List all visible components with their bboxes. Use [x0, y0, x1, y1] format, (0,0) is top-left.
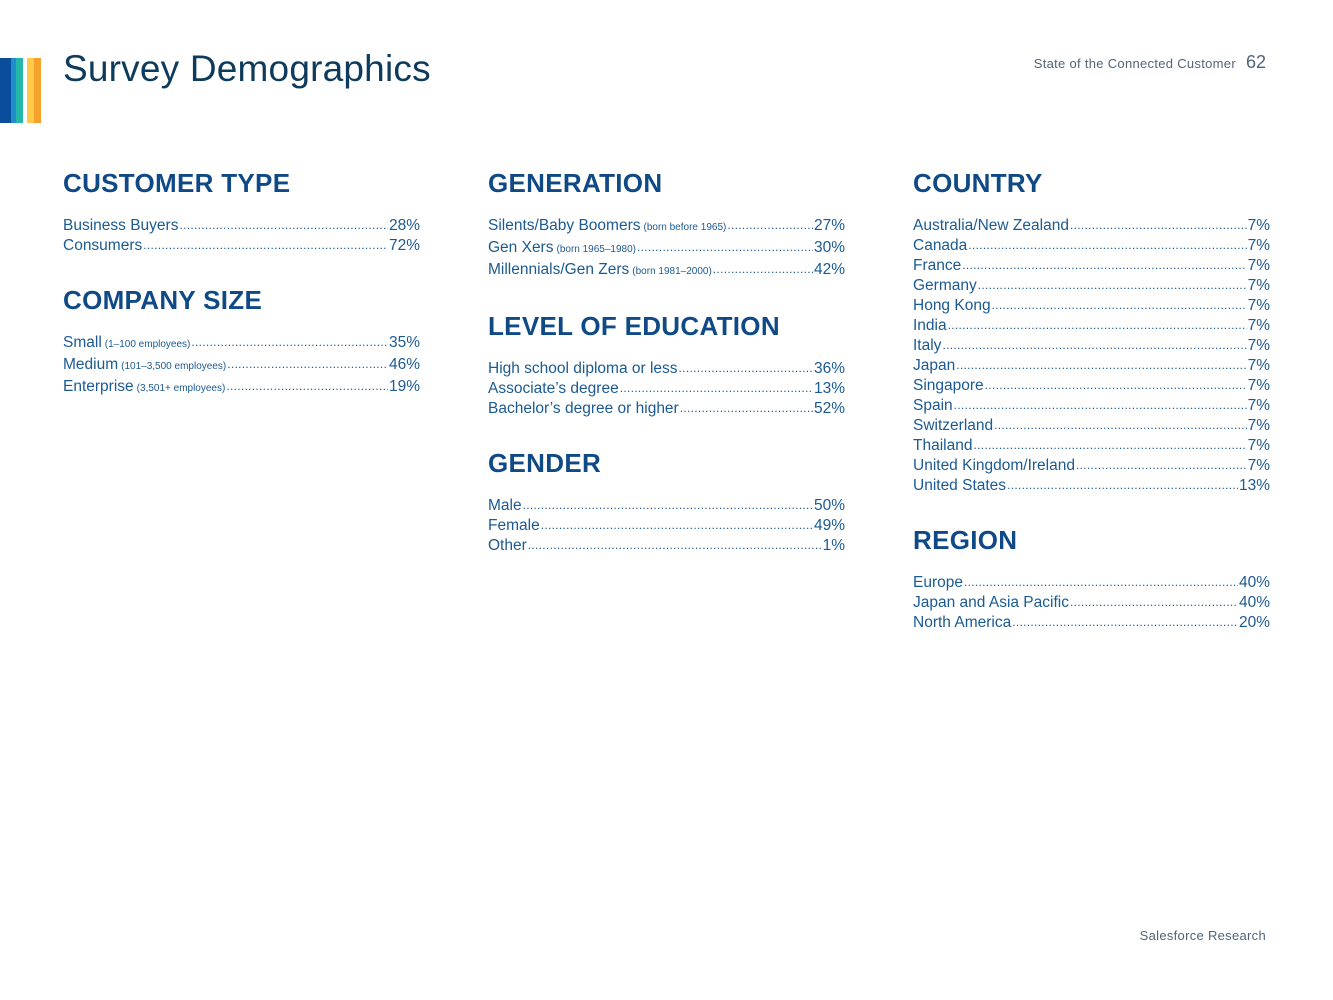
stat-row — [488, 260, 845, 282]
stat-label: France — [913, 257, 962, 274]
region-section — [913, 523, 1270, 633]
stat-value: 7% — [1247, 397, 1270, 414]
page-number: 62 — [1245, 52, 1266, 72]
stat-row — [913, 396, 1270, 416]
stat-label: Europe — [913, 574, 963, 591]
gender-section — [488, 446, 845, 556]
stat-label: Australia/New Zealand — [913, 217, 1069, 234]
stat-value: 36% — [813, 360, 845, 377]
dot-leader — [1012, 612, 1238, 632]
dot-leader — [227, 354, 388, 374]
stat-label: United Kingdom/Ireland — [913, 457, 1075, 474]
dot-leader — [973, 435, 1246, 455]
stat-label: Canada — [913, 237, 968, 254]
dot-leader — [528, 535, 822, 555]
stat-note: (101–3,500 employees) — [121, 361, 227, 372]
stat-value: 28% — [388, 217, 420, 234]
stat-row — [913, 436, 1270, 456]
stat-row — [488, 536, 845, 556]
dot-leader — [179, 215, 388, 235]
stat-label: Japan and Asia Pacific — [913, 594, 1069, 611]
stat-row — [913, 476, 1270, 496]
stat-label: Japan — [913, 357, 956, 374]
dot-leader — [226, 376, 388, 396]
stat-value: 20% — [1238, 614, 1270, 631]
stat-value: 7% — [1247, 257, 1270, 274]
dot-leader — [968, 235, 1246, 255]
stat-label: Male — [488, 497, 522, 514]
stat-row — [488, 379, 845, 399]
report-header — [1034, 52, 1266, 73]
stat-note: (3,501+ employees) — [136, 383, 226, 394]
dot-leader — [1007, 475, 1238, 495]
stat-value: 7% — [1247, 317, 1270, 334]
stat-value: 46% — [388, 356, 420, 373]
dot-leader — [191, 332, 388, 352]
accent-stripe — [16, 58, 23, 123]
accent-stripe — [34, 58, 41, 123]
stat-row — [488, 399, 845, 419]
stat-row — [913, 613, 1270, 633]
dot-leader — [1070, 215, 1247, 235]
stat-value: 35% — [388, 334, 420, 351]
dot-leader — [1070, 592, 1238, 612]
stat-row — [913, 376, 1270, 396]
report-name: State of the Connected Customer — [1033, 56, 1236, 71]
stat-value: 1% — [822, 537, 845, 554]
stat-value: 7% — [1247, 277, 1270, 294]
stat-value: 40% — [1238, 594, 1270, 611]
footer-brand: Salesforce Research — [1139, 928, 1266, 943]
stat-row — [913, 573, 1270, 593]
dot-leader — [994, 415, 1246, 435]
section-heading: LEVEL OF EDUCATION — [488, 311, 780, 341]
customer-type-section — [63, 166, 420, 256]
stat-label: Germany — [913, 277, 977, 294]
stat-value: 7% — [1247, 237, 1270, 254]
stat-row — [913, 336, 1270, 356]
stat-value: 13% — [813, 380, 845, 397]
accent-stripe — [27, 58, 34, 123]
stat-value: 7% — [1247, 357, 1270, 374]
dot-leader — [679, 358, 813, 378]
dot-leader — [992, 295, 1247, 315]
stat-label: Singapore — [913, 377, 984, 394]
stat-row — [913, 456, 1270, 476]
stat-value: 19% — [388, 378, 420, 395]
stat-value: 42% — [813, 261, 845, 278]
stat-row — [488, 238, 845, 260]
stat-note: (born before 1965) — [643, 222, 727, 233]
stat-value: 50% — [813, 497, 845, 514]
dot-leader — [727, 215, 813, 235]
stat-value: 52% — [813, 400, 845, 417]
stat-label: Thailand — [913, 437, 973, 454]
dot-leader — [1076, 455, 1247, 475]
stat-label: Hong Kong — [913, 297, 991, 314]
stat-row — [913, 593, 1270, 613]
stat-value: 40% — [1238, 574, 1270, 591]
stat-label: Other — [488, 537, 527, 554]
stat-value: 13% — [1238, 477, 1270, 494]
stat-row — [488, 359, 845, 379]
section-heading: GENERATION — [488, 168, 663, 198]
stat-value: 7% — [1247, 417, 1270, 434]
stat-row — [913, 236, 1270, 256]
stat-value: 7% — [1247, 377, 1270, 394]
stat-row — [913, 316, 1270, 336]
stat-label: Medium — [63, 356, 119, 373]
stat-row — [913, 416, 1270, 436]
stat-row — [913, 216, 1270, 236]
stat-value: 27% — [813, 217, 845, 234]
stat-label: Spain — [913, 397, 953, 414]
stat-row — [63, 355, 420, 377]
stat-row — [63, 216, 420, 236]
stat-label: Enterprise — [63, 378, 134, 395]
dot-leader — [962, 255, 1246, 275]
dot-leader — [964, 572, 1238, 592]
stat-value: 49% — [813, 517, 845, 534]
dot-leader — [541, 515, 813, 535]
stat-value: 7% — [1247, 217, 1270, 234]
stat-label: United States — [913, 477, 1007, 494]
stat-label: Italy — [913, 337, 942, 354]
stat-note: (born 1981–2000) — [632, 266, 712, 277]
stat-value: 72% — [388, 237, 420, 254]
generation-section — [488, 166, 845, 282]
dot-leader — [143, 235, 388, 255]
education-section — [488, 309, 845, 419]
dot-leader — [620, 378, 813, 398]
dot-leader — [680, 398, 813, 418]
stat-row — [63, 377, 420, 399]
dot-leader — [978, 275, 1247, 295]
stat-row — [913, 276, 1270, 296]
stat-label: High school diploma or less — [488, 360, 678, 377]
page-title: Survey Demographics — [63, 48, 431, 89]
stat-label: Millennials/Gen Zers — [488, 261, 630, 278]
demographics-column-2 — [488, 166, 845, 583]
dot-leader — [985, 375, 1247, 395]
stat-label: Female — [488, 517, 540, 534]
dot-leader — [942, 335, 1246, 355]
stat-row — [913, 356, 1270, 376]
section-heading: COUNTRY — [913, 168, 1043, 198]
stat-row — [913, 256, 1270, 276]
demographics-column-3 — [913, 166, 1270, 660]
stat-value: 7% — [1247, 337, 1270, 354]
dot-leader — [523, 495, 813, 515]
section-heading: CUSTOMER TYPE — [63, 168, 291, 198]
stat-row — [63, 236, 420, 256]
stat-value: 30% — [813, 239, 845, 256]
stat-label: Silents/Baby Boomers — [488, 217, 641, 234]
stat-row — [913, 296, 1270, 316]
stat-note: (1–100 employees) — [104, 339, 191, 350]
dot-leader — [956, 355, 1246, 375]
stat-label: Gen Xers — [488, 239, 554, 256]
stat-value: 7% — [1247, 297, 1270, 314]
header-accent-stripes — [0, 58, 41, 123]
stat-value: 7% — [1247, 437, 1270, 454]
stat-row — [63, 333, 420, 355]
stat-label: India — [913, 317, 947, 334]
stat-label: Small — [63, 334, 102, 351]
section-heading: REGION — [913, 525, 1018, 555]
stat-label: Consumers — [63, 237, 143, 254]
section-heading: COMPANY SIZE — [63, 285, 263, 315]
stat-row — [488, 216, 845, 238]
stat-label: Switzerland — [913, 417, 994, 434]
dot-leader — [713, 259, 813, 279]
stat-label: Business Buyers — [63, 217, 179, 234]
stat-note: (born 1965–1980) — [556, 244, 636, 255]
stat-row — [488, 516, 845, 536]
country-section — [913, 166, 1270, 496]
stat-value: 7% — [1247, 457, 1270, 474]
stat-label: Bachelor’s degree or higher — [488, 400, 679, 417]
demographics-column-1 — [63, 166, 420, 426]
dot-leader — [948, 315, 1247, 335]
stat-row — [488, 496, 845, 516]
section-heading: GENDER — [488, 448, 602, 478]
stat-label: Associate’s degree — [488, 380, 619, 397]
dot-leader — [637, 237, 813, 257]
stat-label: North America — [913, 614, 1012, 631]
dot-leader — [954, 395, 1247, 415]
company-size-section — [63, 283, 420, 399]
accent-stripe — [0, 58, 11, 123]
